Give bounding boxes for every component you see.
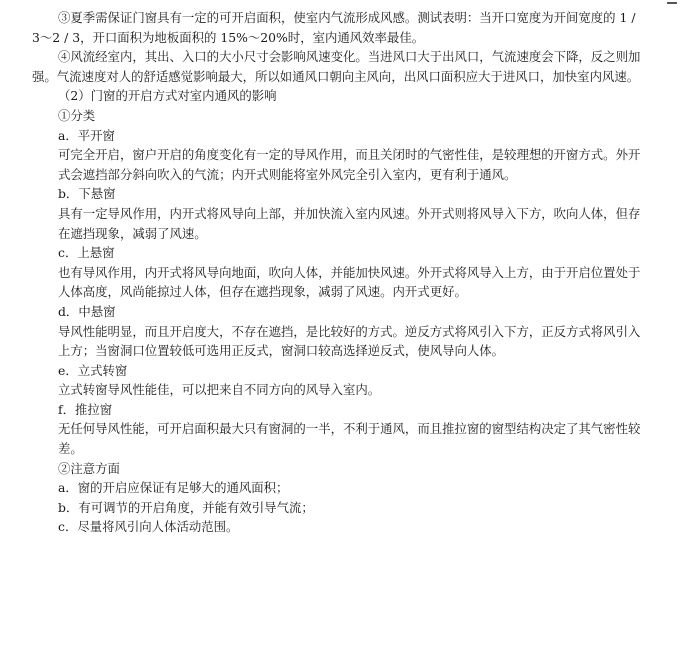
text-line: 也有导风作用，内开式将风导向地面，吹向人体，并能加快风速。外开式将风导入上方，由于开启位置处于 xyxy=(58,264,641,280)
text-line: 具有一定导风作用，内开式将风导向上部，并加快流入室内风速。外开式则将风导入下方，吹向人体，但存 xyxy=(58,205,641,221)
item-heading: b．下悬窗 xyxy=(58,186,116,202)
subsection-heading: ①分类 xyxy=(58,107,96,123)
text-line: 人体高度，风尚能掠过人体，但存在遮挡现象，减弱了风速。内开式更好。 xyxy=(58,284,467,300)
list-item: c．尽量将风引向人体活动范围。 xyxy=(58,519,239,535)
text-line: 强。气流速度对人的舒适感觉影响最大，所以如通风口朝向主风向，出风口面积应大于进风口，加快室内风速。 xyxy=(32,68,640,84)
item-heading: d．中悬窗 xyxy=(58,303,116,319)
list-item: a．窗的开启应保证有足够大的通风面积； xyxy=(58,480,289,496)
text-line: 3～2 / 3，开口面积为地板面积的 15%～20%时，室内通风效率最佳。 xyxy=(32,29,425,45)
text-line: 差。 xyxy=(58,441,83,457)
text-line: ④风流经室内，其出、入口的大小尺寸会影响风速变化。当进风口大于出风口，气流速度会下降，反之则加 xyxy=(58,49,641,65)
text-line: 可完全开启，窗户开启的角度变化有一定的导风作用，而且关闭时的气密性佳，是较理想的开窗方式。外开 xyxy=(58,147,641,163)
item-heading: a．平开窗 xyxy=(58,127,115,143)
item-heading: c．上悬窗 xyxy=(58,245,115,261)
page-corner-mark xyxy=(667,2,677,4)
text-line: ③夏季需保证门窗具有一定的可开启面积，使室内气流形成风感。测试表明：当开口宽度为开间宽度的 1 / xyxy=(58,10,636,25)
text-line: 立式转窗导风性能佳，可以把来自不同方向的风导入室内。 xyxy=(58,382,381,398)
subsection-heading: ②注意方面 xyxy=(58,460,120,476)
item-heading: f．推拉窗 xyxy=(58,401,113,417)
text-line: 上方；当窗洞口位置较低可选用正反式，窗洞口较高选择逆反式，使风导向人体。 xyxy=(58,343,505,359)
section-heading: （2）门窗的开启方式对室内通风的影响 xyxy=(58,88,277,104)
document-body xyxy=(32,8,662,537)
item-heading: e．立式转窗 xyxy=(58,362,128,378)
text-line: 导风性能明显，而且开启度大，不存在遮挡，是比较好的方式。逆反方式将风引入下方，正反方式将风引入 xyxy=(58,323,641,339)
list-item: b．有可调节的开启角度，并能有效引导气流； xyxy=(58,499,314,515)
text-line: 式会遮挡部分斜向吹入的气流；内开式则能将室外风完全引入室内，更有利于通风。 xyxy=(58,166,517,182)
text-line: 在遮挡现象，减弱了风速。 xyxy=(58,225,207,241)
text-line: 无任何导风性能，可开启面积最大只有窗洞的一半，不利于通风，而且推拉窗的窗型结构决定了其气密性较 xyxy=(58,421,641,437)
